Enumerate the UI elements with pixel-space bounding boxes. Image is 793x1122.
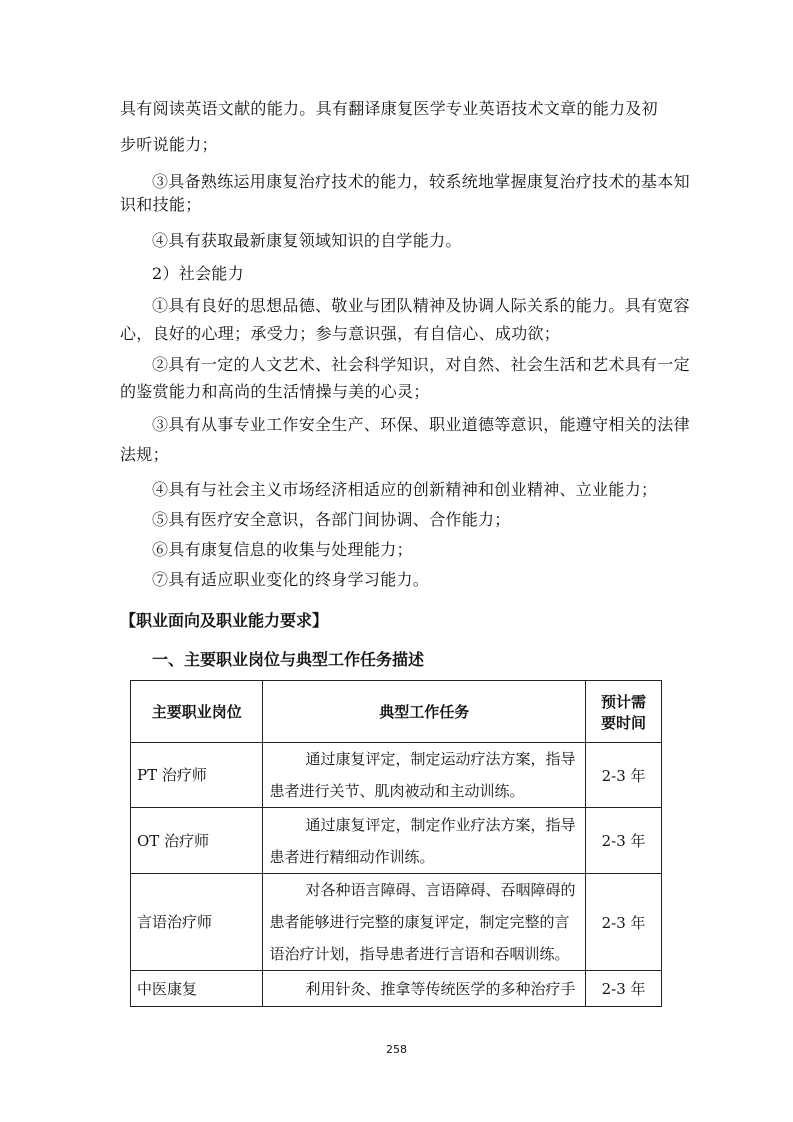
body-line: 法规； bbox=[120, 445, 169, 464]
body-line: 2）社会能力 bbox=[152, 264, 244, 283]
body-line: 步听说能力； bbox=[120, 135, 218, 154]
sub-heading: 一、主要职业岗位与典型工作任务描述 bbox=[152, 650, 425, 669]
job-table bbox=[130, 680, 662, 1007]
body-line: 心，良好的心理；承受力；参与意识强，有自信心、成功欲； bbox=[120, 324, 561, 343]
body-line: ①具有良好的思想品德、敬业与团队精神及协调人际关系的能力。具有宽容 bbox=[152, 296, 690, 315]
task-cell: 通过康复评定，制定运动疗法方案，指导患者进行关节、肌肉被动和主动训练。 bbox=[263, 743, 586, 808]
body-line: ⑥具有康复信息的收集与处理能力； bbox=[152, 540, 413, 559]
table-row bbox=[131, 874, 662, 971]
table-row bbox=[131, 808, 662, 874]
post-cell: OT 治疗师 bbox=[131, 808, 263, 874]
body-line: ②具有一定的人文艺术、社会科学知识，对自然、社会生活和艺术具有一定 bbox=[152, 355, 690, 374]
task-cell: 通过康复评定，制定作业疗法方案，指导患者进行精细动作训练。 bbox=[263, 808, 586, 874]
body-line: ⑤具有医疗安全意识，各部门间协调、合作能力； bbox=[152, 510, 511, 529]
body-line: ③具备熟练运用康复治疗技术的能力，较系统地掌握康复治疗技术的基本知 bbox=[152, 172, 690, 191]
table-row bbox=[131, 971, 662, 1007]
header-time bbox=[586, 681, 662, 743]
body-line: ⑦具有适应职业变化的终身学习能力。 bbox=[152, 570, 430, 589]
task-cell: 对各种语言障碍、言语障碍、吞咽障碍的患者能够进行完整的康复评定，制定完整的言语治疗计划，指导患者进行言语和吞咽训练。 bbox=[263, 874, 586, 971]
time-cell: 2-3 年 bbox=[586, 874, 662, 971]
time-cell: 2-3 年 bbox=[586, 808, 662, 874]
body-line: 的鉴赏能力和高尚的生活情操与美的心灵； bbox=[120, 382, 430, 401]
page-number: 258 bbox=[386, 1043, 407, 1056]
table-row bbox=[131, 743, 662, 808]
post-cell: 言语治疗师 bbox=[131, 874, 263, 971]
body-line: ④具有获取最新康复领域知识的自学能力。 bbox=[152, 231, 462, 250]
body-line: ④具有与社会主义市场经济相适应的创新精神和创业精神、立业能力； bbox=[152, 480, 658, 499]
header-time-line1: 预计需 bbox=[601, 692, 647, 711]
body-line: 具有阅读英语文献的能力。具有翻译康复医学专业英语技术文章的能力及初 bbox=[120, 99, 658, 118]
time-cell: 2-3 年 bbox=[586, 743, 662, 808]
post-cell: 中医康复 bbox=[131, 971, 263, 1007]
body-line: 识和技能； bbox=[120, 195, 202, 214]
table-header-row bbox=[131, 681, 662, 743]
header-post: 主要职业岗位 bbox=[131, 681, 263, 743]
section-heading: 【职业面向及职业能力要求】 bbox=[120, 611, 329, 630]
post-cell: PT 治疗师 bbox=[131, 743, 263, 808]
task-cell: 利用针灸、推拿等传统医学的多种治疗手 bbox=[263, 971, 586, 1007]
time-cell: 2-3 年 bbox=[586, 971, 662, 1007]
body-line: ③具有从事专业工作安全生产、环保、职业道德等意识，能遵守相关的法律 bbox=[152, 415, 690, 434]
header-time-line2: 要时间 bbox=[601, 713, 647, 732]
header-task: 典型工作任务 bbox=[263, 681, 586, 743]
